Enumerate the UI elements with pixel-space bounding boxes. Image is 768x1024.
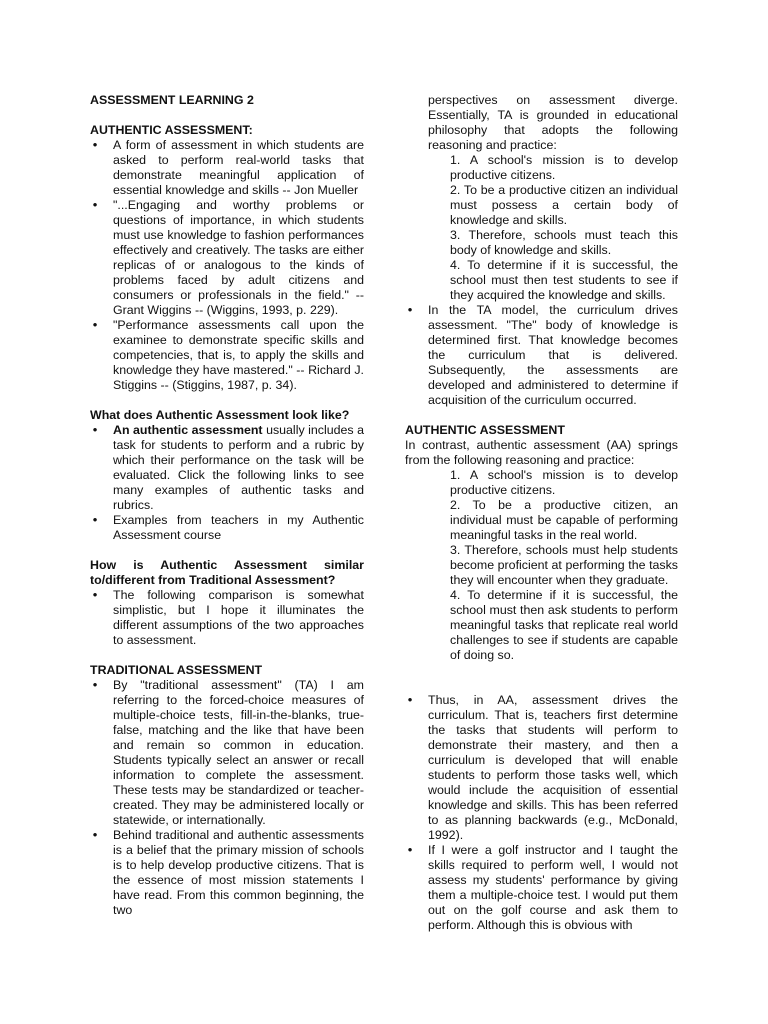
bullet-icon: • (407, 843, 413, 857)
similar-different-heading: How is Authentic Assessment similar to/different from Traditional Assessment? (90, 558, 364, 587)
list-item: • Examples from teachers in my Authentic Assessment course (90, 513, 364, 543)
list-item: • "...Engaging and worthy problems or questions of importance, in which students must use knowledge to fashion performances effectively and creatively. The tasks are either replicas of or analogous to the kinds of problems faced by adult citizens and consumers or professionals in the field." -- Grant Wiggins -- (Wiggins, 1993, p. 229). (90, 198, 364, 318)
bullet-icon: • (92, 198, 98, 212)
bullet-icon: • (92, 828, 98, 842)
list-item: • If I were a golf instructor and I taught the skills required to perform well, I would not assess my students' performance by giving them a multiple-choice test. I would put them out on the golf course and ask them to perform. Although this is obvious with (405, 843, 678, 933)
aa-intro: In contrast, authentic assessment (AA) springs from the following reasoning and practice: (405, 438, 678, 467)
traditional-list (90, 678, 364, 918)
look-like-heading: What does Authentic Assessment look like? (90, 408, 350, 422)
list-item: 4. To determine if it is successful, the school must then ask students to perform meaningful tasks that replicate real world challenges to see if students are capable of doing so. (450, 588, 678, 662)
bullet-icon: • (407, 303, 413, 317)
list-item: 3. Therefore, schools must teach this body of knowledge and skills. (450, 228, 678, 257)
list-item: • "Performance assessments call upon the examinee to demonstrate specific skills and competencies, that is, to apply the skills and knowledge they have mastered." -- Richard J. Stiggins -- (Stiggins, 1987, p. 34). (90, 318, 364, 393)
list-item: • Thus, in AA, assessment drives the curriculum. That is, teachers first determine the tasks that students will perform to demonstrate their mastery, and then a curriculum is developed that will enable students to perform those tasks well, which would include the acquisition of essential knowledge and skills. This has been referred to as planning backwards (e.g., McDonald, 1992). (405, 693, 678, 843)
ta-steps (450, 153, 678, 303)
continued-paragraph: perspectives on assessment diverge. Essentially, TA is grounded in educational philosophy that adopts the following reasoning and practice: 1. A school's mission is to develop productive citizens. 2. To be a productive citizen an individual must possess a certain body of knowledge and skills. 3. Therefore, schools must teach this body of knowledge and skills. 4. To determine if it is successful, the school must then test students to see if they acquired the knowledge and skills. (428, 93, 678, 302)
list-item: 2. To be a productive citizen, an individual must be capable of performing meaningful tasks in the real world. (450, 498, 678, 542)
list-item: 1. A school's mission is to develop productive citizens. (450, 153, 678, 182)
authentic-assessment-section-heading: AUTHENTIC ASSESSMENT (405, 423, 565, 437)
bullet-icon: • (92, 513, 98, 527)
authentic-definition-list (90, 138, 364, 393)
list-item: 3. Therefore, schools must help students become proficient at performing the tasks they will encounter when they graduate. (450, 543, 678, 587)
bullet-icon: • (92, 678, 98, 692)
list-item: • Behind traditional and authentic assessments is a belief that the primary mission of schools is to help develop productive citizens. That is the essence of most mission statements I have read. From this common beginning, the two (90, 828, 364, 918)
traditional-assessment-heading: TRADITIONAL ASSESSMENT (90, 663, 263, 677)
list-item: • By "traditional assessment" (TA) I am referring to the forced-choice measures of multiple-choice tests, fill-in-the-blanks, true-false, matching and the like that have been and remain so common in education. Students typically select an answer or recall information to complete the assessment. These tests may be standardized or teacher-created. They may be administered locally or statewide, or internationally. (90, 678, 364, 828)
list-item: • An authentic assessment usually includes a task for students to perform and a rubric by which their performance on the task will be evaluated. Click the following links to see many examples of authentic tasks and rubrics. (90, 423, 364, 513)
list-item: 2. To be a productive citizen an individual must possess a certain body of knowledge and skills. (450, 183, 678, 227)
left-column (90, 93, 364, 918)
list-item: 4. To determine if it is successful, the school must then test students to see if they acquired the knowledge and skills. (450, 258, 678, 302)
list-item: 1. A school's mission is to develop productive citizens. (450, 468, 678, 497)
look-like-list (90, 423, 364, 543)
right-column (405, 93, 678, 933)
bullet-icon: • (92, 588, 98, 602)
bold-term: An authentic assessment (113, 423, 263, 437)
ta-model-list (405, 303, 678, 408)
aa-list (405, 693, 678, 933)
authentic-assessment-heading: AUTHENTIC ASSESSMENT: (90, 123, 253, 137)
list-item: • A form of assessment in which students are asked to perform real-world tasks that demonstrate meaningful application of essential knowledge and skills -- Jon Mueller (90, 138, 364, 198)
aa-steps (450, 468, 678, 663)
bullet-icon: • (92, 423, 98, 437)
bullet-icon: • (92, 318, 98, 332)
bullet-icon: • (92, 138, 98, 152)
list-item: • In the TA model, the curriculum drives assessment. "The" body of knowledge is determined first. That knowledge becomes the curriculum that is delivered. Subsequently, the assessments are developed and administered to determine if acquisition of the curriculum occurred. (405, 303, 678, 408)
comparison-list (90, 588, 364, 648)
document-title: ASSESSMENT LEARNING 2 (90, 93, 254, 107)
list-item: • The following comparison is somewhat simplistic, but I hope it illuminates the different assumptions of the two approaches to assessment. (90, 588, 364, 648)
bullet-icon: • (407, 693, 413, 707)
